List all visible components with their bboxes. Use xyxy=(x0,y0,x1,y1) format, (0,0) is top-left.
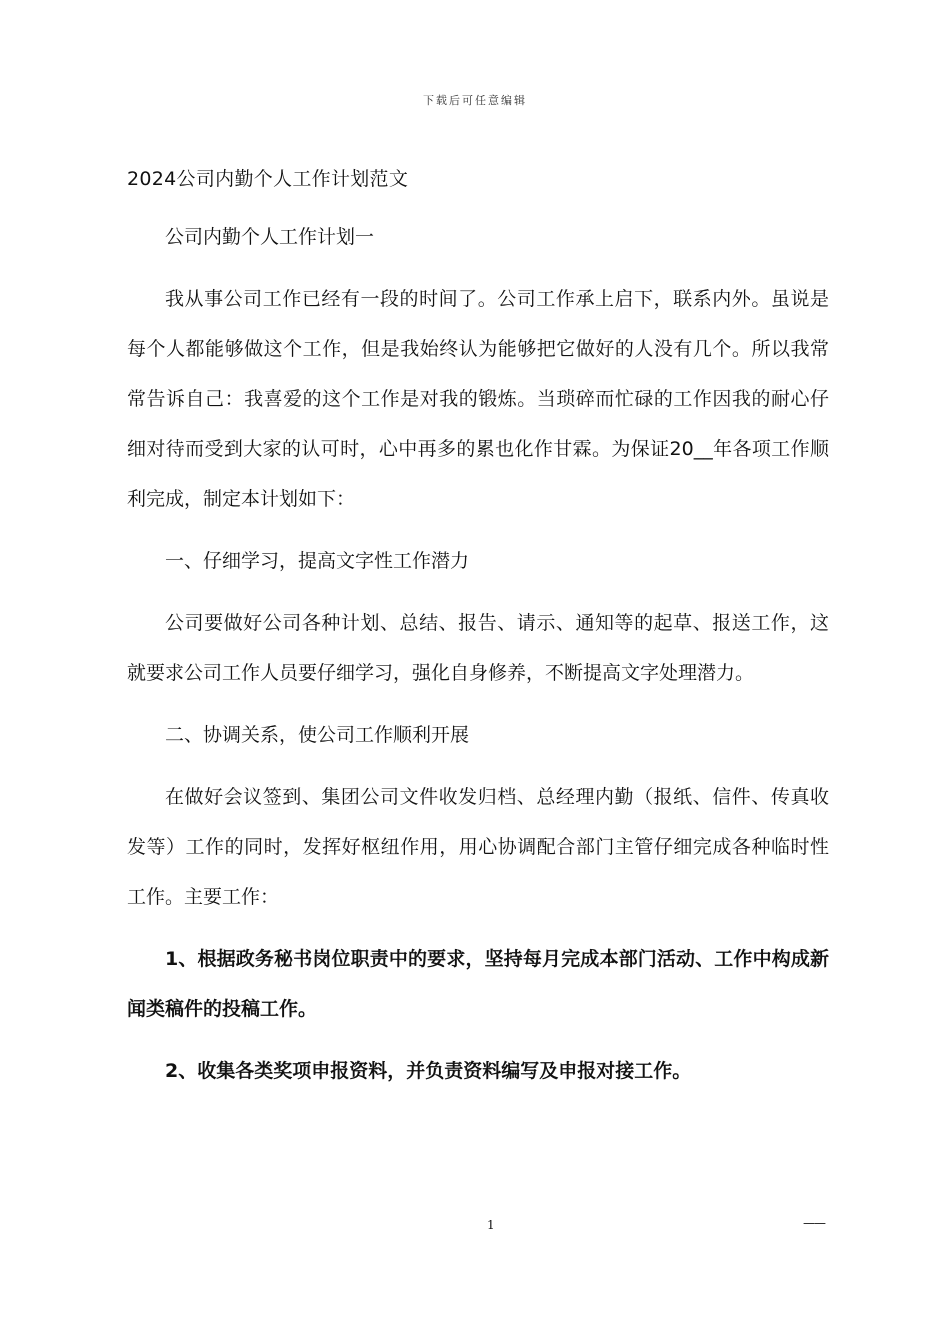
heading-1: 一、仔细学习，提高文字性工作潜力 xyxy=(165,550,470,572)
document-title: 2024公司内勤个人工作计划范文 xyxy=(127,168,409,190)
list-item-2: 2、收集各类奖项申报资料，并负责资料编写及申报对接工作。 xyxy=(165,1060,692,1082)
section-title: 公司内勤个人工作计划一 xyxy=(165,226,375,248)
paragraph-1: 公司要做好公司各种计划、总结、报告、请示、通知等的起草、报送工作，这就要求公司工作人员要仔细学习，强化自身修养，不断提高文字处理潜力。 xyxy=(127,612,829,684)
footer-dash: —— xyxy=(803,1216,825,1230)
document-body xyxy=(127,158,829,1096)
paragraph-2: 在做好会议签到、集团公司文件收发归档、总经理内勤（报纸、信件、传真收发等）工作的同时，发挥好枢纽作用，用心协调配合部门主管仔细完成各种临时性工作。主要工作： xyxy=(127,786,829,908)
list-item-1: 1、根据政务秘书岗位职责中的要求，坚持每月完成本部门活动、工作中构成新闻类稿件的投稿工作。 xyxy=(127,948,829,1020)
header-note: 下载后可任意编辑 xyxy=(423,94,527,107)
heading-2: 二、协调关系，使公司工作顺利开展 xyxy=(165,724,470,746)
intro-paragraph: 我从事公司工作已经有一段的时间了。公司工作承上启下，联系内外。虽说是每个人都能够做这个工作，但是我始终认为能够把它做好的人没有几个。所以我常常告诉自己：我喜爱的这个工作是对我的锻炼。当琐碎而忙碌的工作因我的耐心仔细对待而受到大家的认可时，心中再多的累也化作甘霖。为保证20__年各项工作顺利完成，制定本计划如下： xyxy=(127,288,829,510)
page-number: 1 xyxy=(487,1218,495,1232)
